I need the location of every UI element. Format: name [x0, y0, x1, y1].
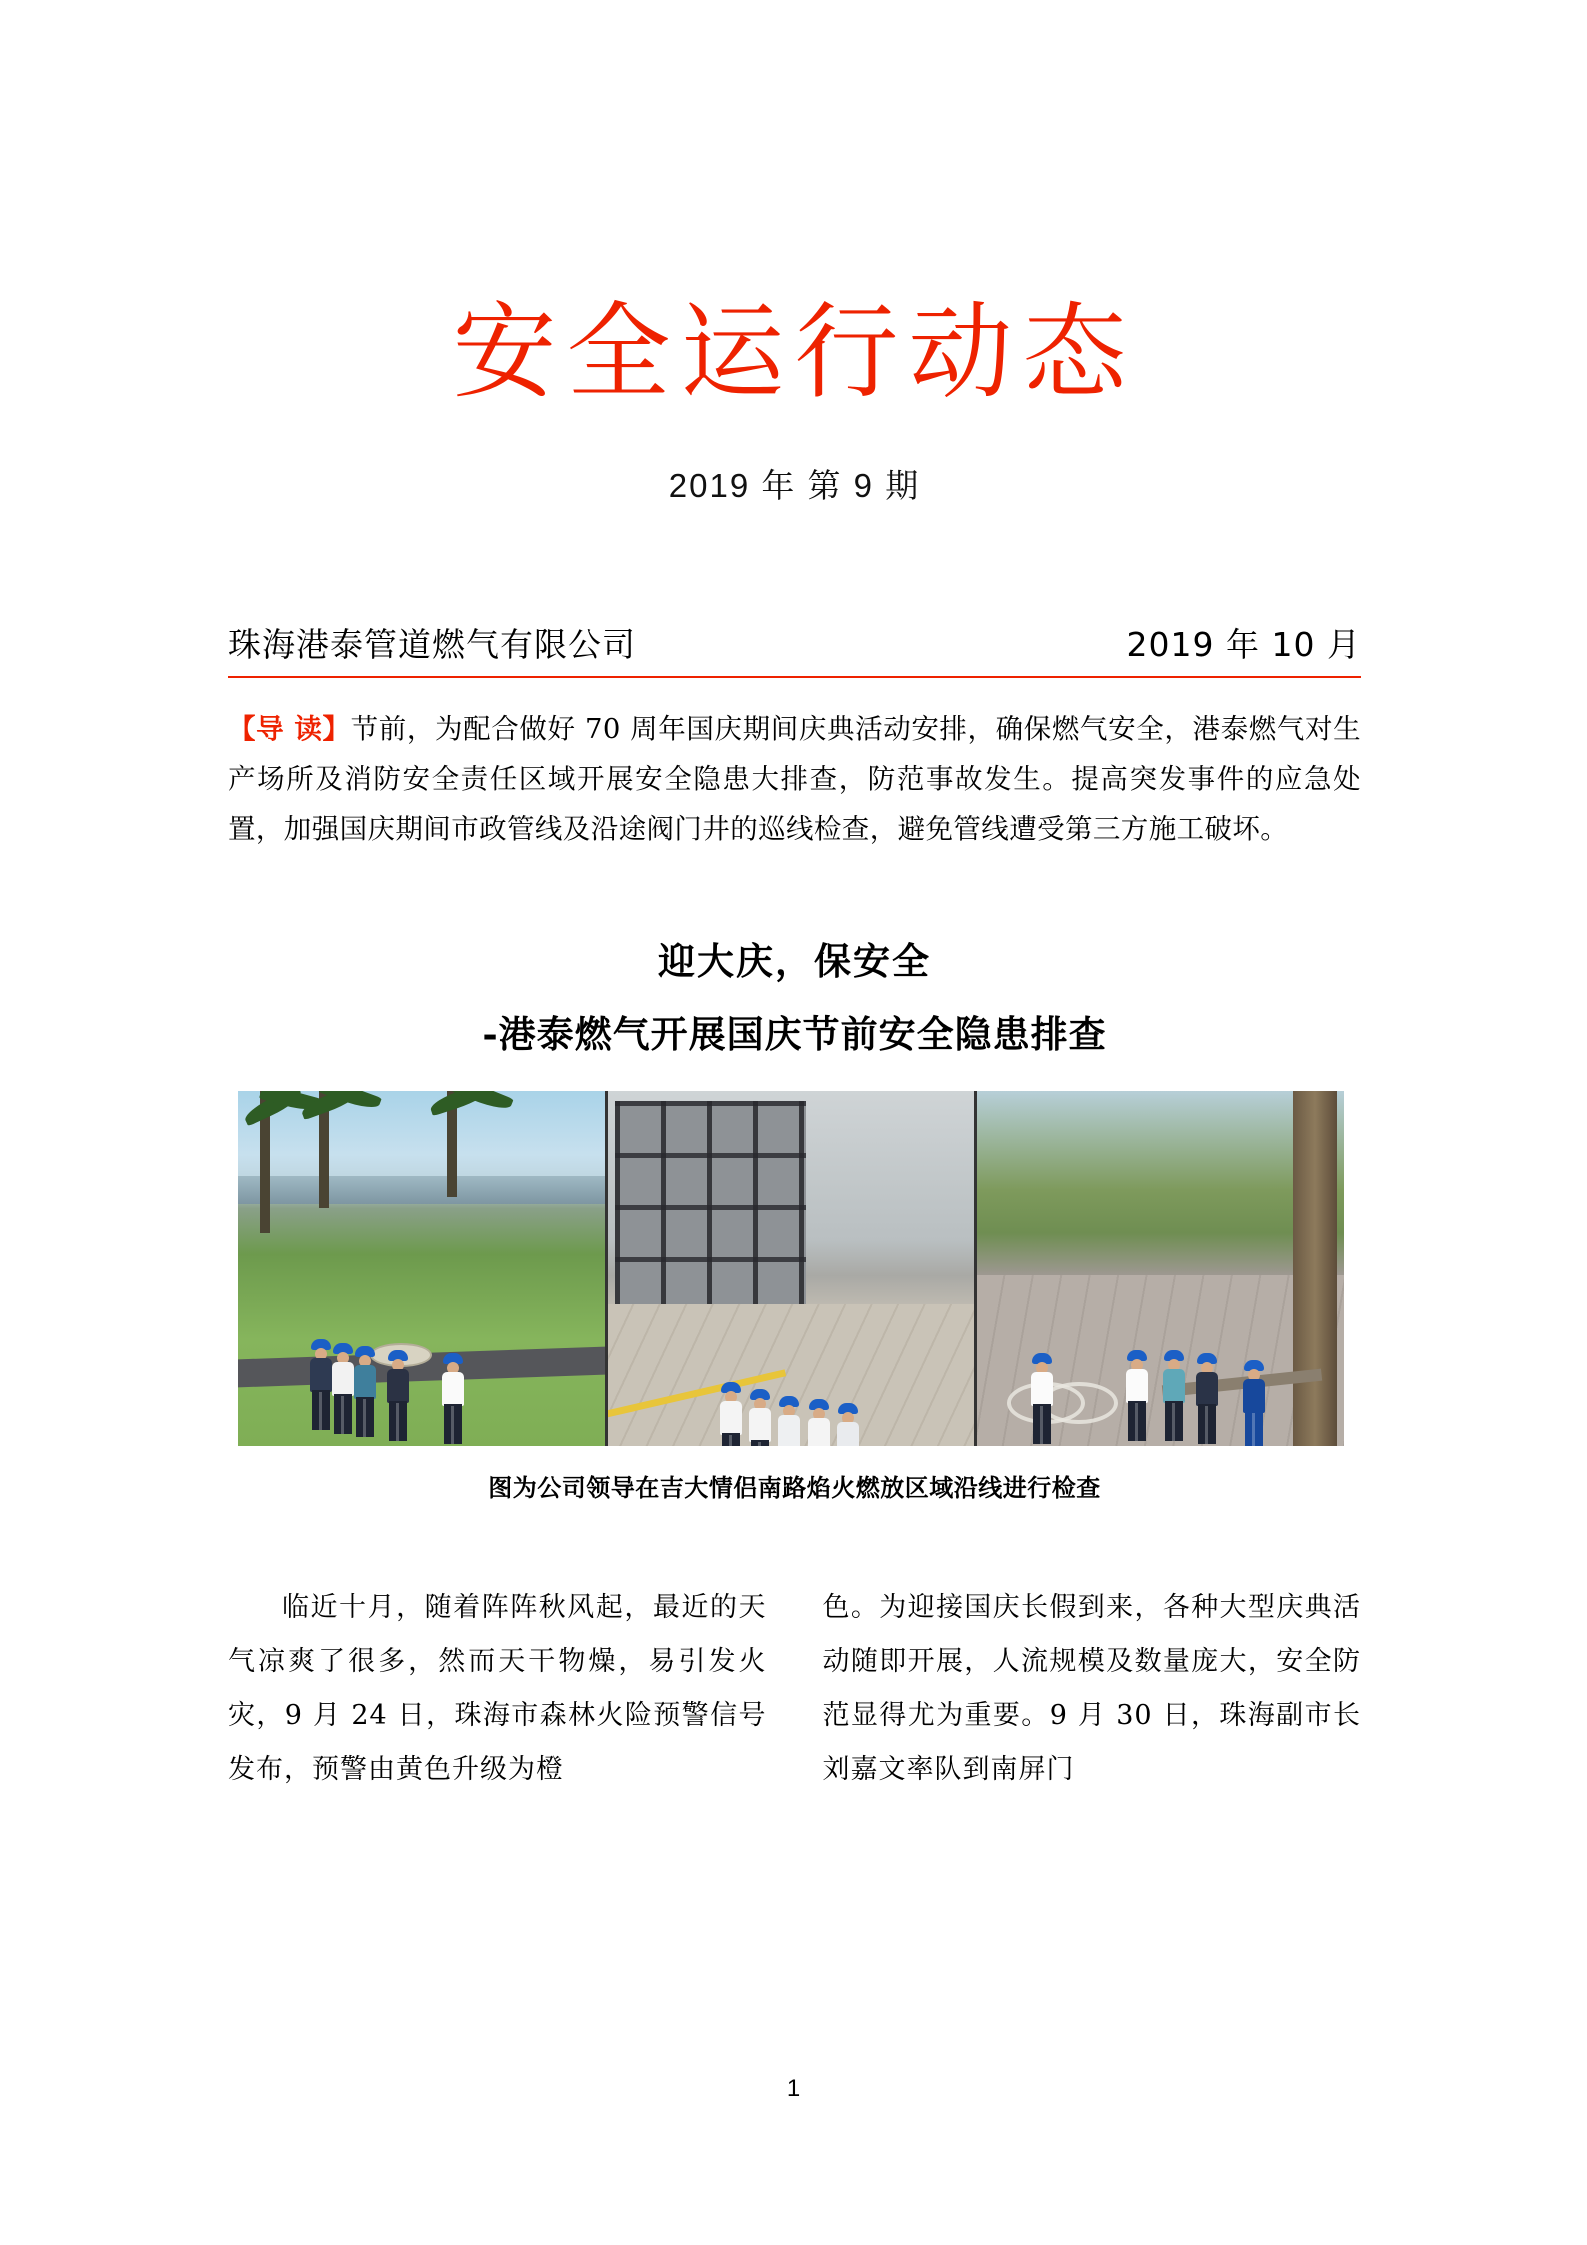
- body-column-left: [228, 1581, 767, 1797]
- page-title: 安全运行动态: [452, 291, 1137, 413]
- tree-trunk: [1293, 1091, 1337, 1446]
- body-column-right: [823, 1581, 1362, 1797]
- sea-band: [238, 1176, 605, 1204]
- lead-paragraph: [228, 704, 1361, 854]
- company-name: 珠海港泰管道燃气有限公司: [228, 625, 636, 664]
- photo-caption: 图为公司领导在吉大情侣南路焰火燃放区域沿线进行检查: [488, 1472, 1101, 1502]
- page-number: 1: [786, 2075, 801, 2102]
- publisher-bar: [228, 619, 1361, 678]
- page-content: [228, 0, 1361, 1797]
- body-paragraph: 色。为迎接国庆长假到来，各种大型庆典活动随即开展，人流规模及数量庞大，安全防范显得尤为重要。9 月 30 日，珠海副市长刘嘉文率队到南屏门: [822, 1591, 1361, 1785]
- publish-date: 2019 年 10 月: [1126, 625, 1361, 664]
- article-subheadline: -港泰燃气开展国庆节前安全隐患排查: [482, 1012, 1107, 1057]
- article-headline: 迎大庆，保安全: [658, 939, 931, 984]
- issue-line: 2019 年 第 9 期: [668, 467, 921, 504]
- scaffolding-structure: [615, 1101, 806, 1321]
- photo-waterfront-inspection: [238, 1091, 605, 1446]
- photo-stage-scaffolding: [608, 1091, 975, 1446]
- photo-boardwalk-inspection: [977, 1091, 1344, 1446]
- article-body: [228, 1581, 1361, 1797]
- lead-text: 节前，为配合做好 70 周年国庆期间庆典活动安排，确保燃气安全，港泰燃气对生产场所及消防安全责任区域开展安全隐患大排查，防范事故发生。提高突发事件的应急处置，加强国庆期间市政管线及沿途阀门井的巡线检查，避免管线遭受第三方施工破坏。: [228, 713, 1361, 846]
- body-paragraph: 临近十月，随着阵阵秋风起，最近的天气凉爽了很多，然而天干物燥，易引发火灾，9 月 24 日，珠海市森林火险预警信号发布，预警由黄色升级为橙: [228, 1591, 767, 1785]
- photo-strip: [238, 1091, 1344, 1446]
- lead-tag: 【导 读】: [228, 713, 351, 745]
